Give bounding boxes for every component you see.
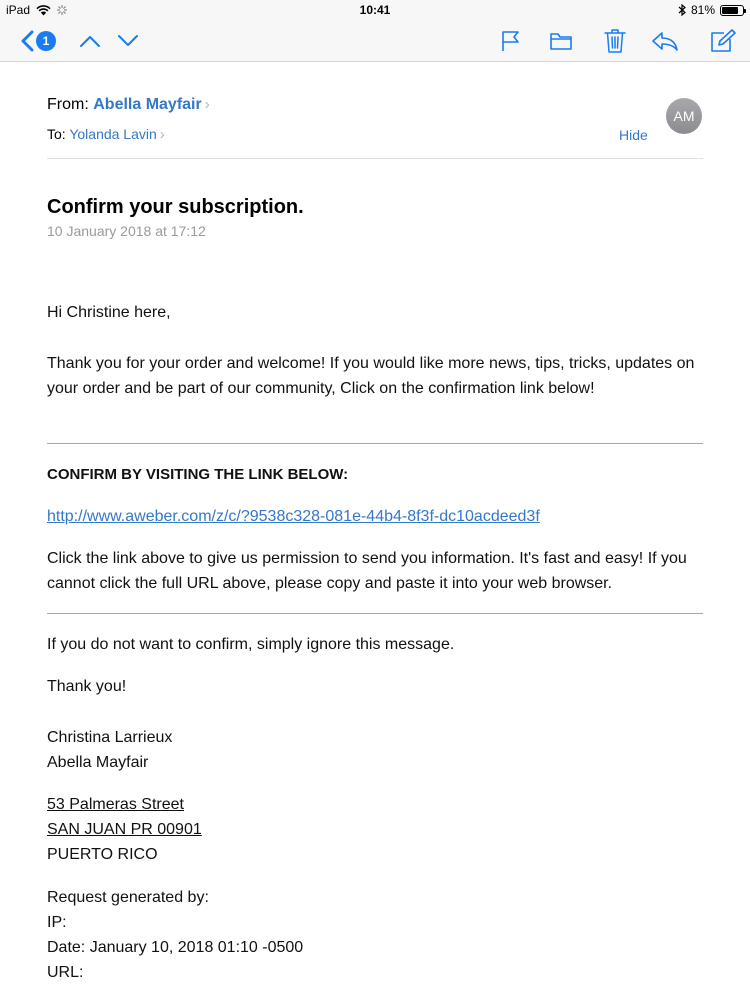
trash-button[interactable] xyxy=(603,26,627,56)
unread-count-badge: 1 xyxy=(36,31,56,51)
mail-toolbar xyxy=(0,20,750,62)
chevron-up-icon xyxy=(79,34,101,48)
avatar: AM xyxy=(666,98,702,134)
address-line-2-row xyxy=(47,817,703,842)
previous-message-button[interactable] xyxy=(78,26,102,56)
status-bar xyxy=(0,0,750,20)
message-subject: Confirm your subscription. xyxy=(47,196,304,218)
trash-icon xyxy=(604,28,626,54)
from-label: From: xyxy=(47,96,89,113)
intro-paragraph: Thank you for your order and welcome! If you would like more news, tips, tricks, updates on your order and be part of our community, Click on the confirmation link below! xyxy=(47,355,695,397)
ignore-note: If you do not want to confirm, simply ignore this message. xyxy=(47,636,455,653)
sender-name[interactable]: Abella Mayfair xyxy=(93,96,202,113)
divider xyxy=(47,443,703,444)
compose-button[interactable] xyxy=(710,26,736,56)
to-row xyxy=(47,126,165,143)
confirmation-link-row xyxy=(47,504,703,529)
url-label: URL: xyxy=(47,964,84,981)
request-heading: Request generated by: xyxy=(47,889,209,906)
status-time: 10:41 xyxy=(359,3,391,17)
recipient-name[interactable]: Yolanda Lavin xyxy=(69,126,157,142)
battery-percent: 81% xyxy=(690,3,715,17)
folder-icon xyxy=(549,31,573,51)
device-label: iPad xyxy=(6,3,31,17)
message-date: 10 January 2018 at 17:12 xyxy=(47,223,206,239)
flag-button[interactable] xyxy=(500,26,522,56)
from-row xyxy=(47,96,210,114)
chevron-down-icon xyxy=(117,34,139,48)
request-date: Date: January 10, 2018 01:10 -0500 xyxy=(47,939,304,956)
divider xyxy=(47,613,703,614)
next-message-button[interactable] xyxy=(116,26,140,56)
chevron-left-icon xyxy=(20,30,34,52)
address-line-3: PUERTO RICO xyxy=(47,846,158,863)
greeting: Hi Christine here, xyxy=(47,304,171,321)
compose-icon xyxy=(710,29,736,53)
battery-icon xyxy=(720,5,744,16)
flag-icon xyxy=(501,30,521,52)
address-line-1-row xyxy=(47,792,703,817)
chevron-right-icon: › xyxy=(159,126,165,143)
chevron-right-icon: › xyxy=(204,96,210,113)
reply-button[interactable] xyxy=(651,26,679,56)
message-header xyxy=(47,62,703,159)
signature-company: Abella Mayfair xyxy=(47,754,149,771)
address-line-1[interactable]: 53 Palmeras Street xyxy=(47,796,184,813)
confirm-heading: CONFIRM BY VISITING THE LINK BELOW: xyxy=(47,466,349,483)
ip-label: IP: xyxy=(47,914,67,931)
confirmation-link[interactable]: http://www.aweber.com/z/c/?9538c328-081e-44b4-8f3f-dc10acdeed3f xyxy=(47,508,540,525)
link-instructions: Click the link above to give us permission to send you information. It's fast and easy! If you cannot click the full URL above, please copy and paste it into your web browser. xyxy=(47,550,687,592)
to-label: To: xyxy=(47,126,66,142)
address-line-2[interactable]: SAN JUAN PR 00901 xyxy=(47,821,202,838)
back-button[interactable] xyxy=(20,26,56,56)
battery-fill xyxy=(722,7,738,14)
hide-details-link[interactable]: Hide xyxy=(619,127,648,143)
bluetooth-icon xyxy=(678,4,686,16)
status-right xyxy=(678,3,744,17)
signature-name: Christina Larrieux xyxy=(47,729,173,746)
move-to-folder-button[interactable] xyxy=(548,26,574,56)
thanks-line: Thank you! xyxy=(47,678,127,695)
reply-icon xyxy=(651,31,679,51)
